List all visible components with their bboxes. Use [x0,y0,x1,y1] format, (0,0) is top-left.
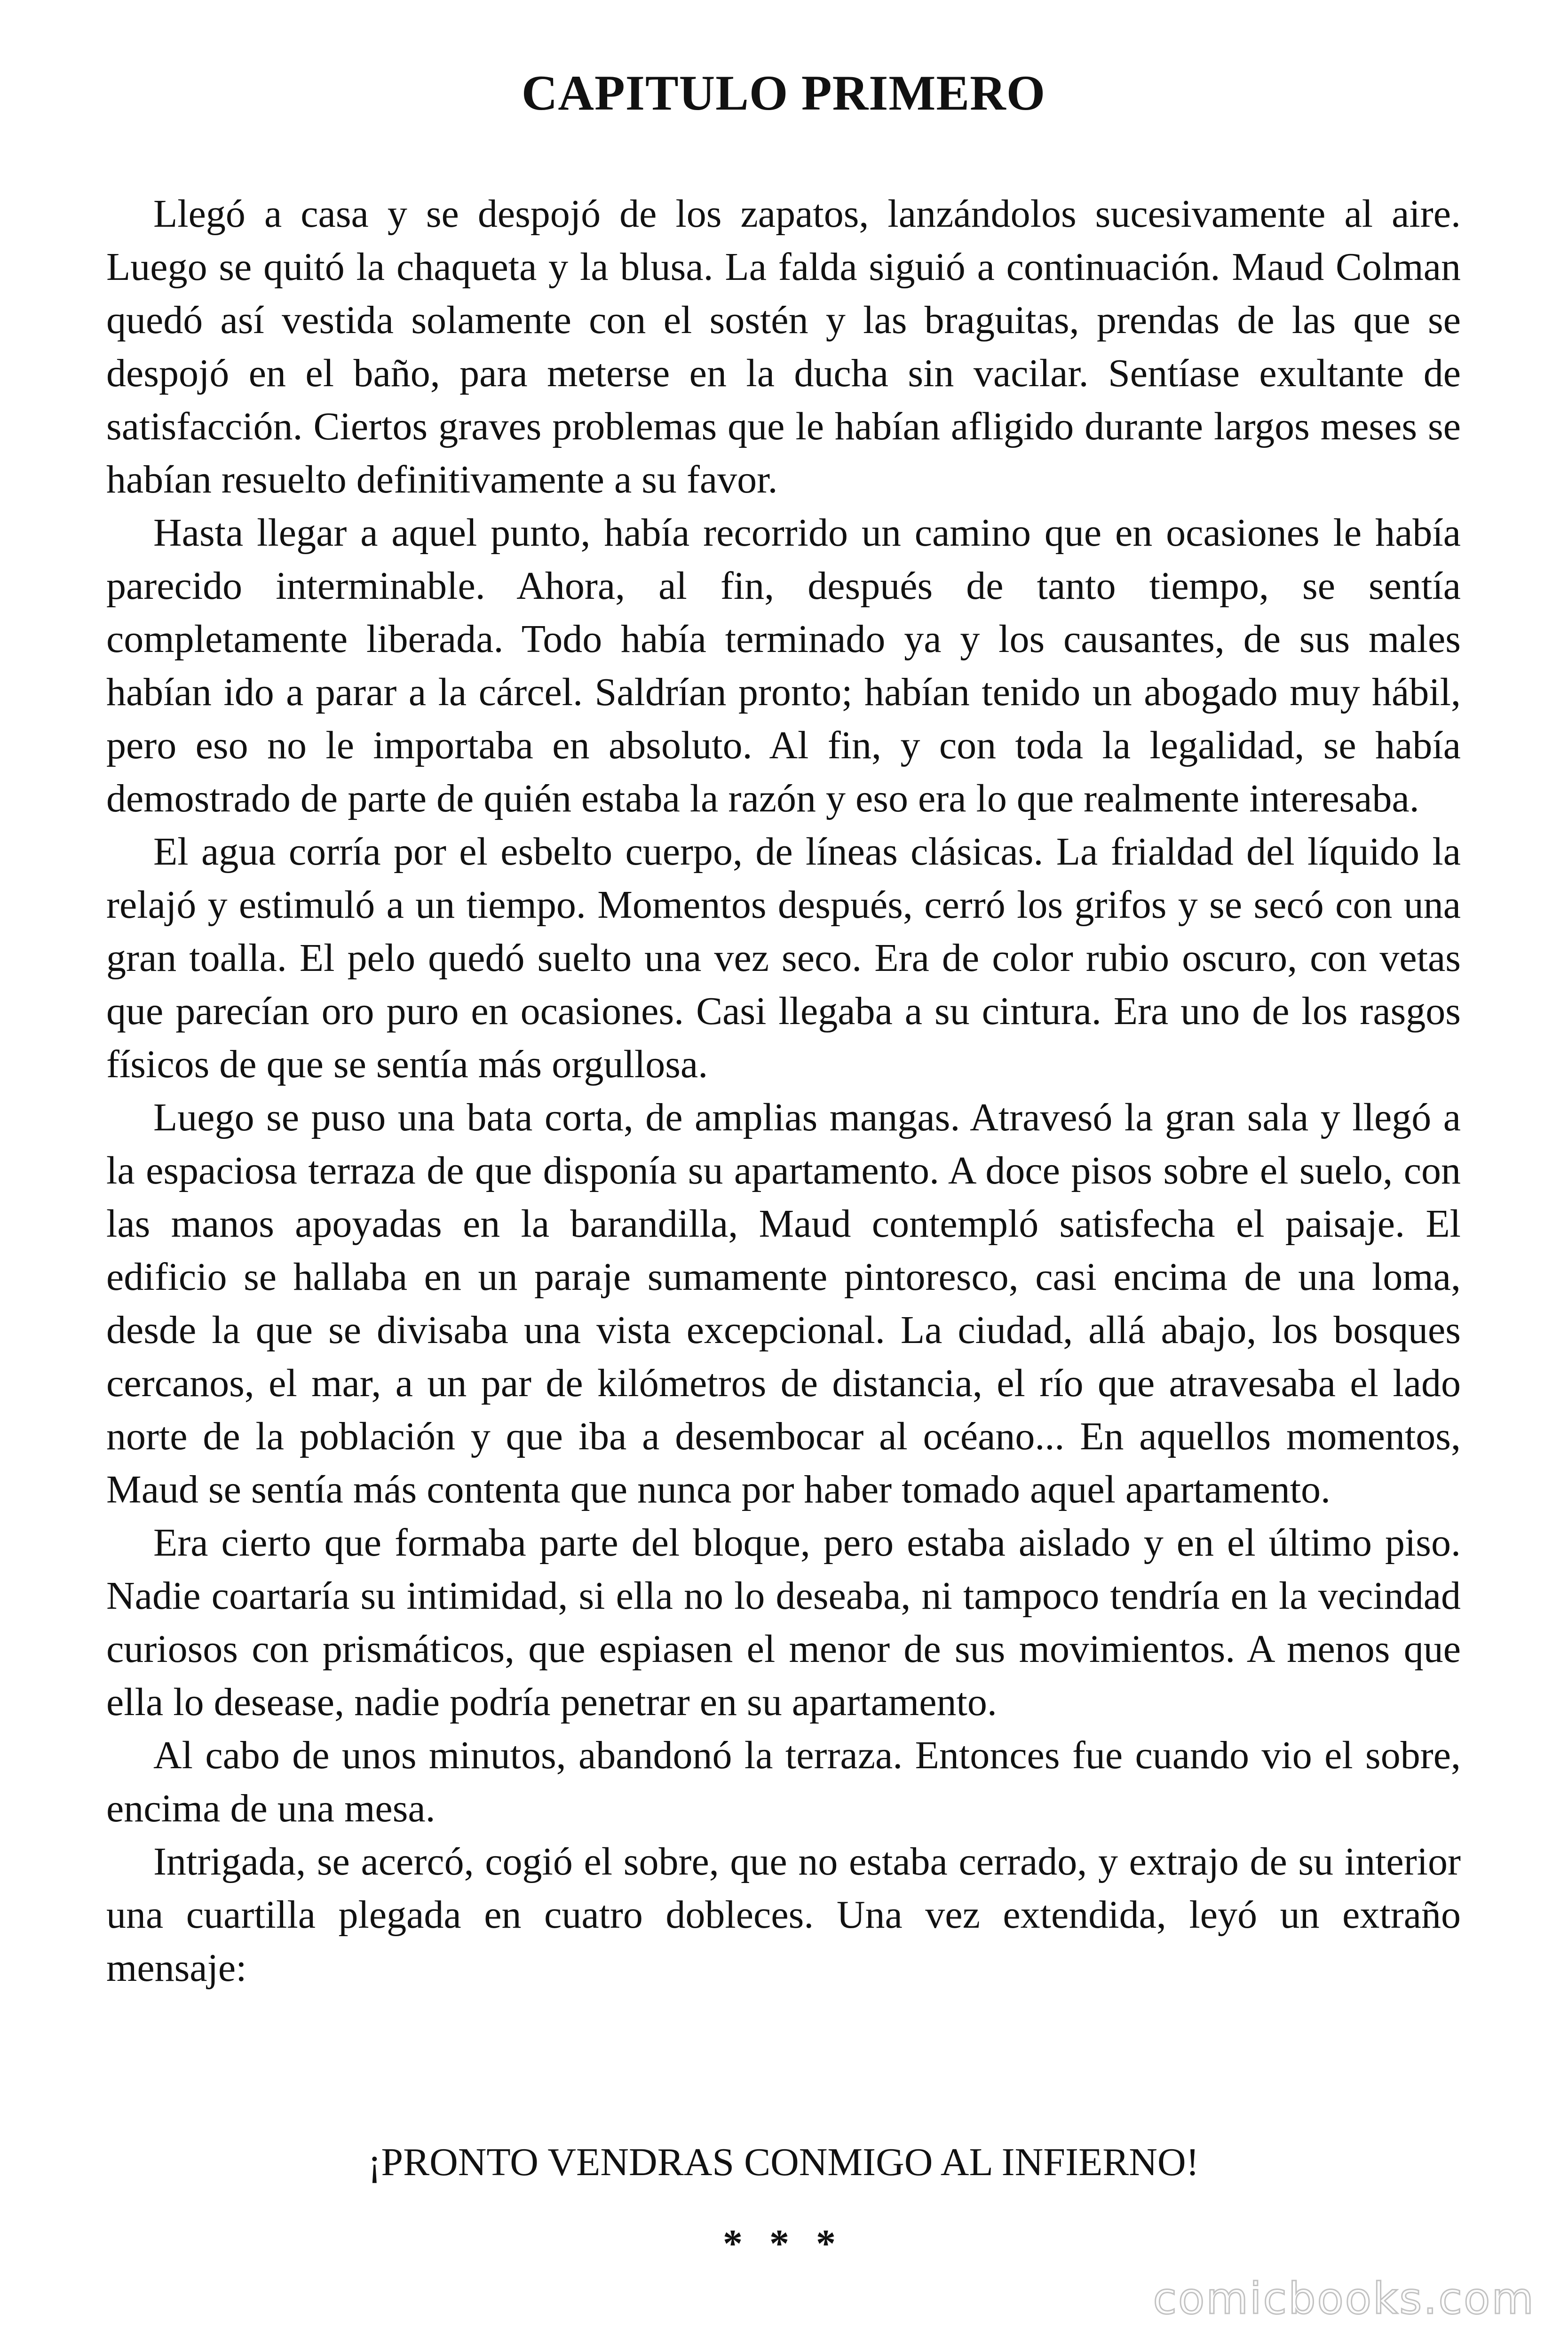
paragraph: Al cabo de unos minutos, abandonó la terraza. Entonces fue cuando vio el sobre, encima de una mesa. [106,1733,1461,1830]
paragraph: Era cierto que formaba parte del bloque, pero estaba aislado y en el último piso. Nadie coartaría su intimidad, si ella no lo deseaba, ni tampoco tendría en la vecindad curiosos con prismáticos, que espiasen el menor de sus movimientos. A menos que ella lo desease, nadie podría penetrar en su apartamento. [106,1521,1461,1724]
paragraph: Luego se puso una bata corta, de amplias mangas. Atravesó la gran sala y llegó a la espaciosa terraza de que disponía su apartamento. A doce pisos sobre el suelo, con las manos apoyadas en la barandilla, Maud contempló satisfecha el paisaje. El edificio se hallaba en un paraje sumamente pintoresco, casi encima de una loma, desde la que se divisaba una vista excepcional. La ciudad, allá abajo, los bosques cercanos, el mar, a un par de kilómetros de distancia, el río que atravesaba el lado norte de la población y que iba a desembocar al océano... En aquellos momentos, Maud se sentía más contenta que nunca por haber tomado aquel apartamento. [106,1096,1461,1511]
mysterious-message: ¡PRONTO VENDRAS CONMIGO AL INFIERNO! [368,2140,1199,2184]
section-separator: * * * [723,2222,844,2265]
chapter-title: CAPITULO PRIMERO [521,65,1046,120]
paragraph: Intrigada, se acercó, cogió el sobre, que no estaba cerrado, y extrajo de su interior una cuartilla plegada en cuatro dobleces. Una vez extendida, leyó un extraño mensaje: [106,1840,1461,1990]
book-page [106,0,1461,2352]
paragraph: Hasta llegar a aquel punto, había recorrido un camino que en ocasiones le había parecido interminable. Ahora, al fin, después de tanto tiempo, se sentía completamente liberada. Todo había terminado ya y los causantes, de sus males habían ido a parar a la cárcel. Saldrían pronto; habían tenido un abogado muy hábil, pero eso no le importaba en absoluto. Al fin, y con toda la legalidad, se había demostrado de parte de quién estaba la razón y eso era lo que realmente interesaba. [106,511,1461,820]
paragraph: Llegó a casa y se despojó de los zapatos, lanzándolos sucesivamente al aire. Luego se quitó la chaqueta y la blusa. La falda siguió a continuación. Maud Colman quedó así vestida solamente con el sostén y las braguitas, prendas de las que se despojó en el baño, para meterse en la ducha sin vacilar. Sentíase exultante de satisfacción. Ciertos graves problemas que le habían afligido durante largos meses se habían resuelto definitivamente a su favor. [106,192,1461,501]
chapter-body [106,187,1461,1994]
paragraph: El agua corría por el esbelto cuerpo, de líneas clásicas. La frialdad del líquido la relajó y estimuló a un tiempo. Momentos después, cerró los grifos y se secó con una gran toalla. El pelo quedó suelto una vez seco. Era de color rubio oscuro, con vetas que parecían oro puro en ocasiones. Casi llegaba a su cintura. Era uno de los rasgos físicos de que se sentía más orgullosa. [106,830,1461,1086]
watermark: comicbooks.com [1153,2273,1535,2324]
